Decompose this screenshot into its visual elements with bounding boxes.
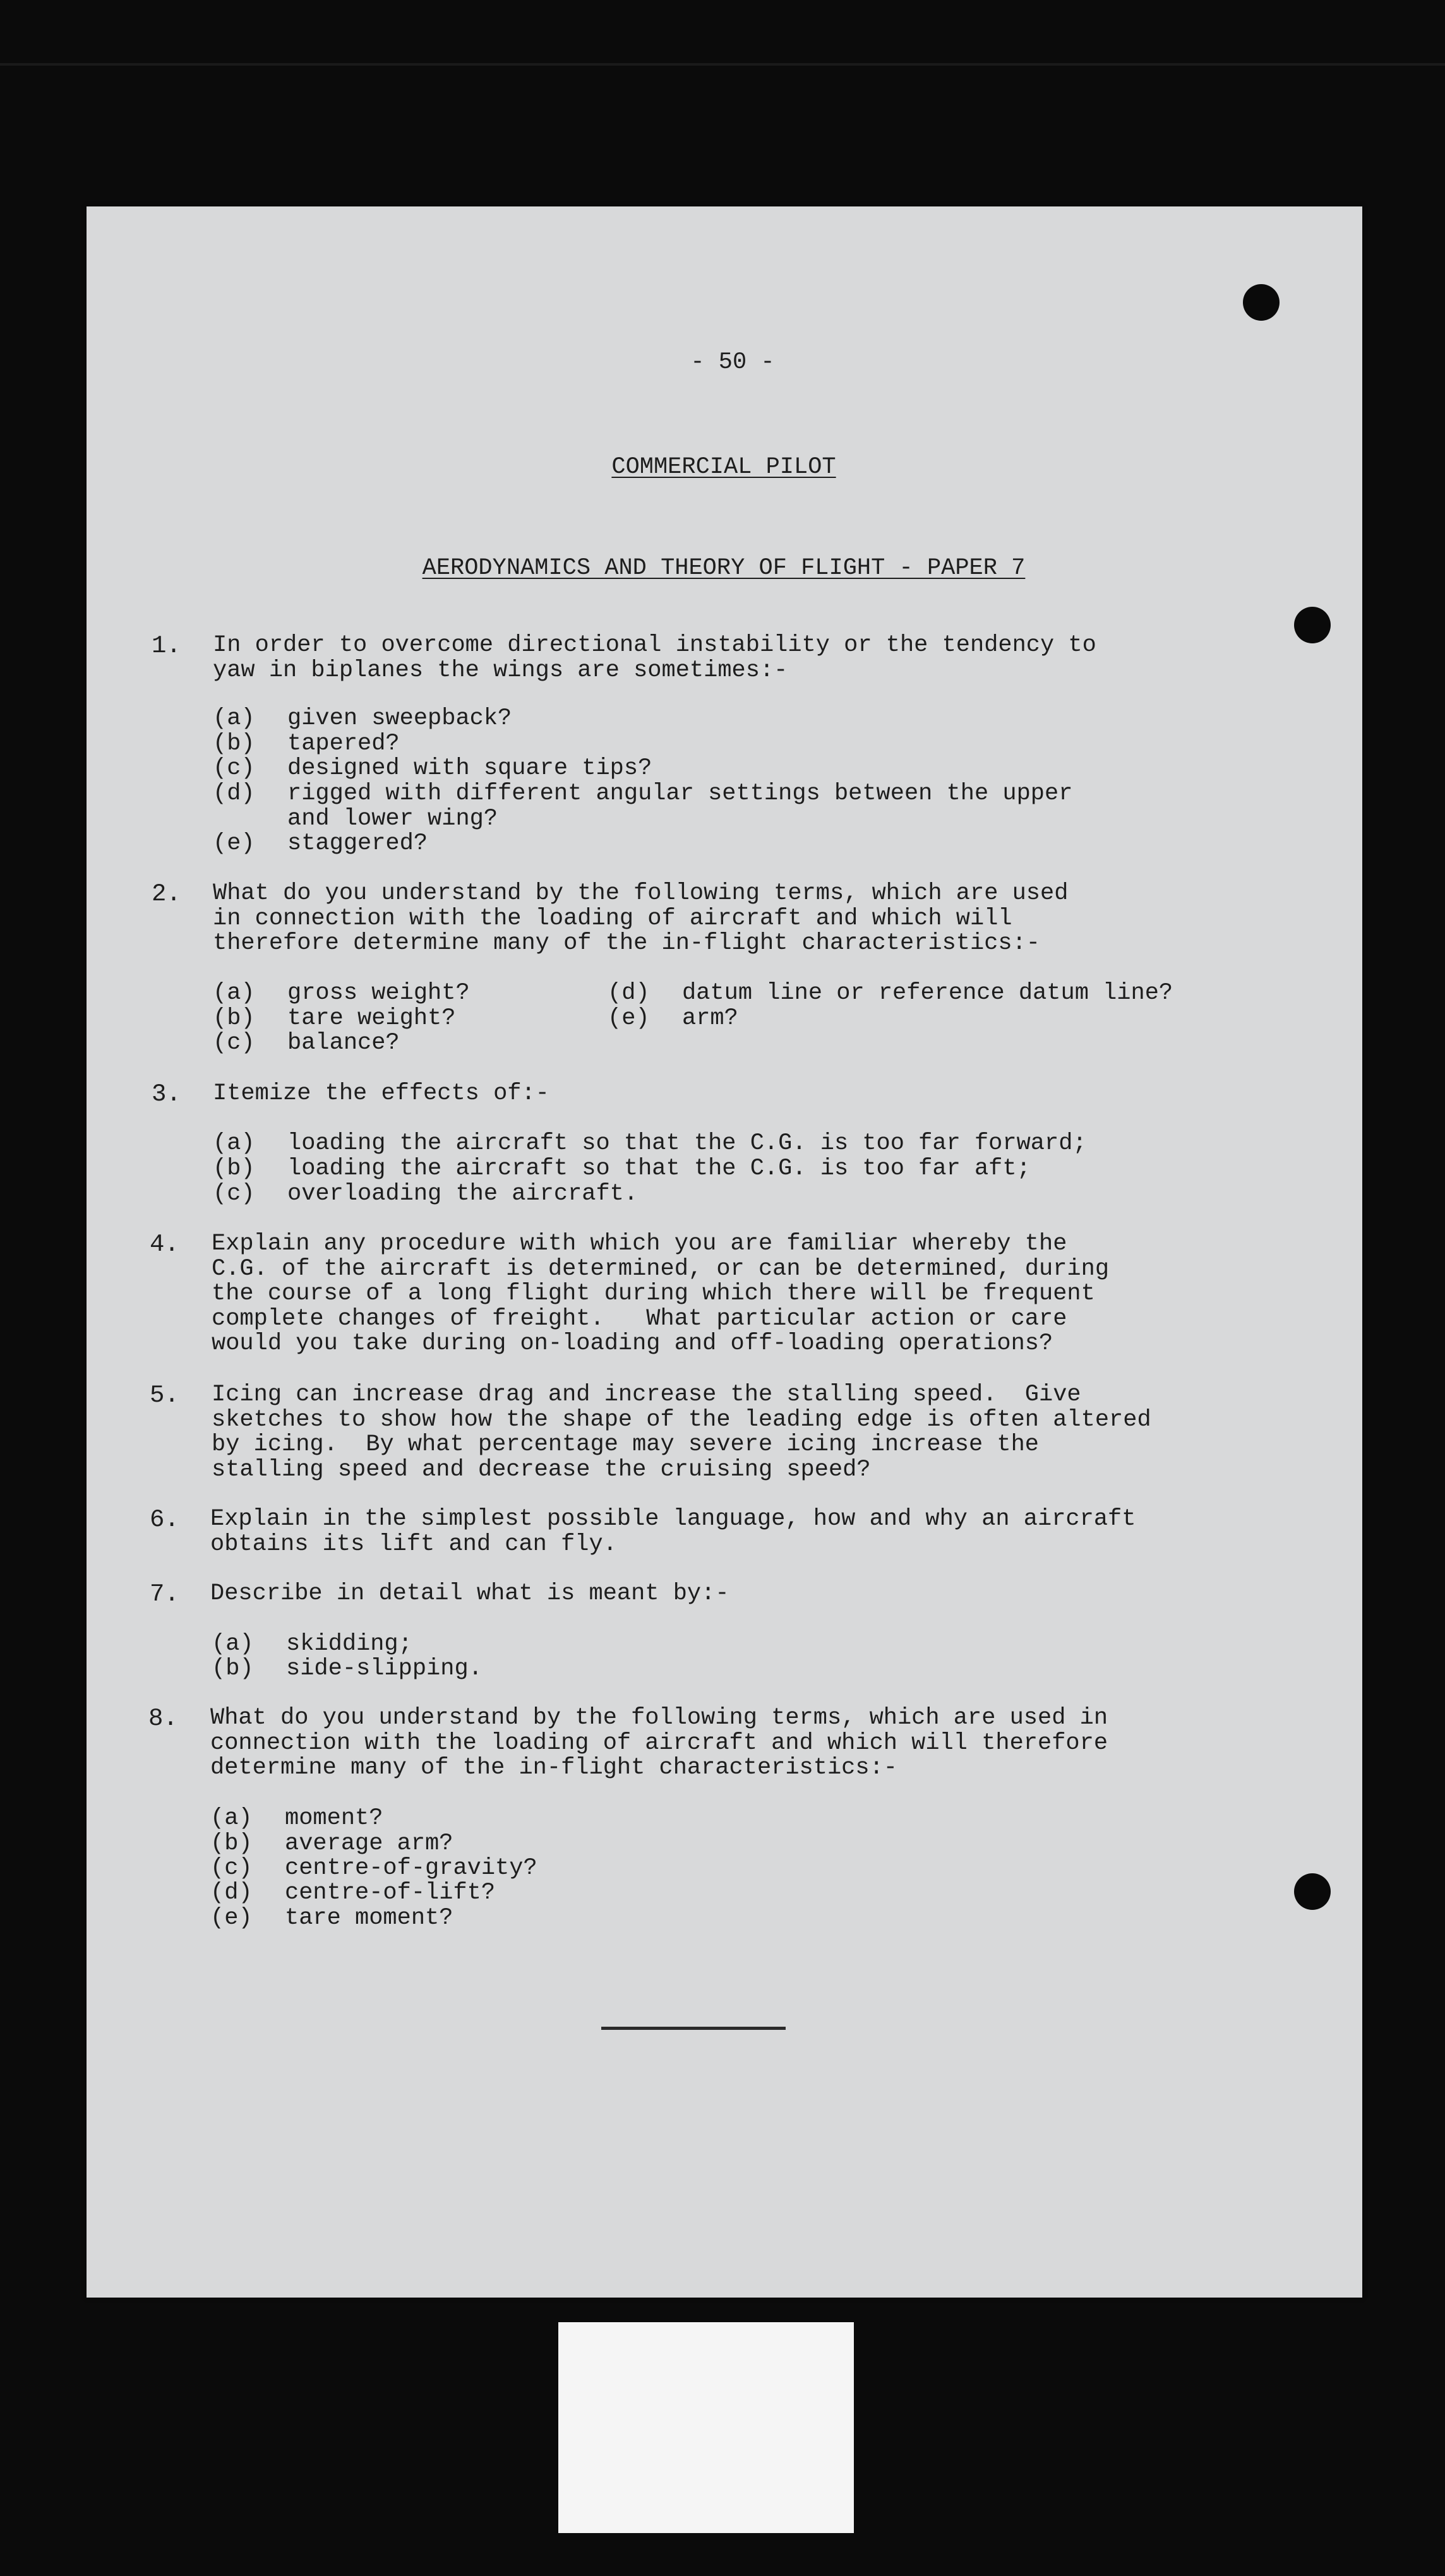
question-text-7: Describe in detail what is meant by:- bbox=[210, 1580, 729, 1607]
option-text: centre-of-gravity? bbox=[285, 1855, 537, 1881]
option-text: staggered? bbox=[287, 830, 428, 857]
exam-paper-sheet bbox=[87, 206, 1362, 2298]
option-label: (c) bbox=[213, 755, 255, 782]
q2-option-d bbox=[608, 981, 1173, 1006]
punch-hole-upper bbox=[1294, 607, 1331, 643]
punch-hole-lower bbox=[1294, 1873, 1331, 1910]
question-text-8: What do you understand by the following terms, which are used in connection with the loading of aircraft and which will therefore determine many of the in-flight characteristics:- bbox=[210, 1705, 1108, 1781]
option-text: rigged with different angular settings between the upper and lower wing? bbox=[287, 780, 1073, 832]
option-label: (d) bbox=[210, 1880, 253, 1906]
option-label: (e) bbox=[210, 1905, 253, 1931]
option-text: loading the aircraft so that the C.G. is too far forward; bbox=[287, 1130, 1087, 1157]
option-label: (c) bbox=[213, 1030, 255, 1056]
q1-option-b bbox=[213, 732, 400, 757]
option-text: tare weight? bbox=[287, 1005, 456, 1032]
question-number-7: 7. bbox=[150, 1580, 179, 1608]
option-label: (b) bbox=[210, 1830, 253, 1857]
end-of-paper-rule bbox=[601, 2027, 786, 2030]
blank-target-card bbox=[558, 2322, 854, 2533]
option-label: (d) bbox=[213, 780, 255, 807]
option-label: (c) bbox=[210, 1855, 253, 1881]
question-text-3: Itemize the effects of:- bbox=[213, 1080, 549, 1107]
option-text: loading the aircraft so that the C.G. is too far aft; bbox=[287, 1155, 1031, 1182]
option-text: side-slipping. bbox=[286, 1655, 483, 1682]
option-label: (e) bbox=[213, 830, 255, 857]
q7-option-b bbox=[212, 1657, 483, 1682]
option-text: datum line or reference datum line? bbox=[682, 980, 1173, 1006]
q8-option-d bbox=[210, 1881, 495, 1906]
q3-option-b bbox=[213, 1157, 1031, 1182]
q1-option-a bbox=[213, 707, 512, 732]
paper-subheading: AERODYNAMICS AND THEORY OF FLIGHT - PAPER 7 bbox=[422, 555, 1026, 581]
option-label: (b) bbox=[213, 730, 255, 757]
option-label: (b) bbox=[213, 1155, 255, 1182]
option-text: tare moment? bbox=[285, 1905, 453, 1931]
option-text: average arm? bbox=[285, 1830, 453, 1857]
page-number: - 50 - bbox=[690, 349, 775, 376]
option-label: (a) bbox=[213, 1130, 255, 1157]
question-text-4: Explain any procedure with which you are familiar whereby the C.G. of the aircraft is determined, or can be determined, during the course of a long flight during which there will be frequent complete changes of freight. What particular action or care would you take during on-loading and off-loading operations? bbox=[212, 1231, 1110, 1357]
q3-option-a bbox=[213, 1131, 1087, 1157]
option-label: (a) bbox=[210, 1805, 253, 1832]
question-text-2: What do you understand by the following terms, which are used in connection with the loading of aircraft and which will therefore determine many of the in-flight characteristics:- bbox=[213, 880, 1069, 957]
option-label: (a) bbox=[213, 705, 255, 732]
option-text: centre-of-lift? bbox=[285, 1880, 496, 1906]
document-heading: COMMERCIAL PILOT bbox=[611, 454, 836, 480]
question-number-2: 2. bbox=[152, 880, 181, 908]
option-label: (d) bbox=[608, 980, 650, 1006]
q2-option-c bbox=[213, 1031, 400, 1056]
q2-option-e bbox=[608, 1006, 738, 1032]
q1-option-d bbox=[213, 782, 1072, 832]
question-number-6: 6. bbox=[150, 1506, 179, 1534]
option-label: (a) bbox=[212, 1631, 254, 1657]
q1-option-c bbox=[213, 756, 652, 782]
q1-option-e bbox=[213, 832, 428, 857]
option-text: given sweepback? bbox=[287, 705, 512, 732]
option-label: (a) bbox=[213, 980, 255, 1006]
q8-option-e bbox=[210, 1906, 453, 1931]
q8-option-c bbox=[210, 1856, 537, 1881]
option-text: gross weight? bbox=[287, 980, 470, 1006]
question-text-5: Icing can increase drag and increase the stalling speed. Give sketches to show how the shape of the leading edge is often altered by icing. By what percentage may severe icing increase the stalling speed and decrease the cruising speed? bbox=[212, 1381, 1151, 1483]
option-text: arm? bbox=[682, 1005, 738, 1032]
question-number-8: 8. bbox=[148, 1705, 178, 1732]
option-label: (b) bbox=[212, 1655, 254, 1682]
option-text: balance? bbox=[287, 1030, 400, 1056]
option-label: (c) bbox=[213, 1181, 255, 1207]
question-number-1: 1. bbox=[152, 632, 181, 660]
option-label: (e) bbox=[608, 1005, 650, 1032]
question-number-5: 5. bbox=[150, 1381, 179, 1409]
q2-option-a bbox=[213, 981, 470, 1006]
question-number-3: 3. bbox=[152, 1080, 181, 1108]
punch-hole-top bbox=[1243, 284, 1280, 321]
option-text: tapered? bbox=[287, 730, 400, 757]
q2-option-b bbox=[213, 1006, 455, 1032]
question-text-1: In order to overcome directional instability or the tendency to yaw in biplanes the wings are sometimes:- bbox=[213, 632, 1096, 684]
q8-option-a bbox=[210, 1806, 383, 1832]
option-text: designed with square tips? bbox=[287, 755, 652, 782]
film-edge bbox=[0, 63, 1445, 66]
question-number-4: 4. bbox=[150, 1231, 179, 1258]
option-text: skidding; bbox=[286, 1631, 412, 1657]
q7-option-a bbox=[212, 1632, 412, 1657]
q8-option-b bbox=[210, 1832, 453, 1857]
option-label: (b) bbox=[213, 1005, 255, 1032]
option-text: overloading the aircraft. bbox=[287, 1181, 639, 1207]
question-text-6: Explain in the simplest possible language, how and why an aircraft obtains its lift and can fly. bbox=[210, 1506, 1136, 1558]
option-text: moment? bbox=[285, 1805, 383, 1832]
q3-option-c bbox=[213, 1182, 638, 1207]
